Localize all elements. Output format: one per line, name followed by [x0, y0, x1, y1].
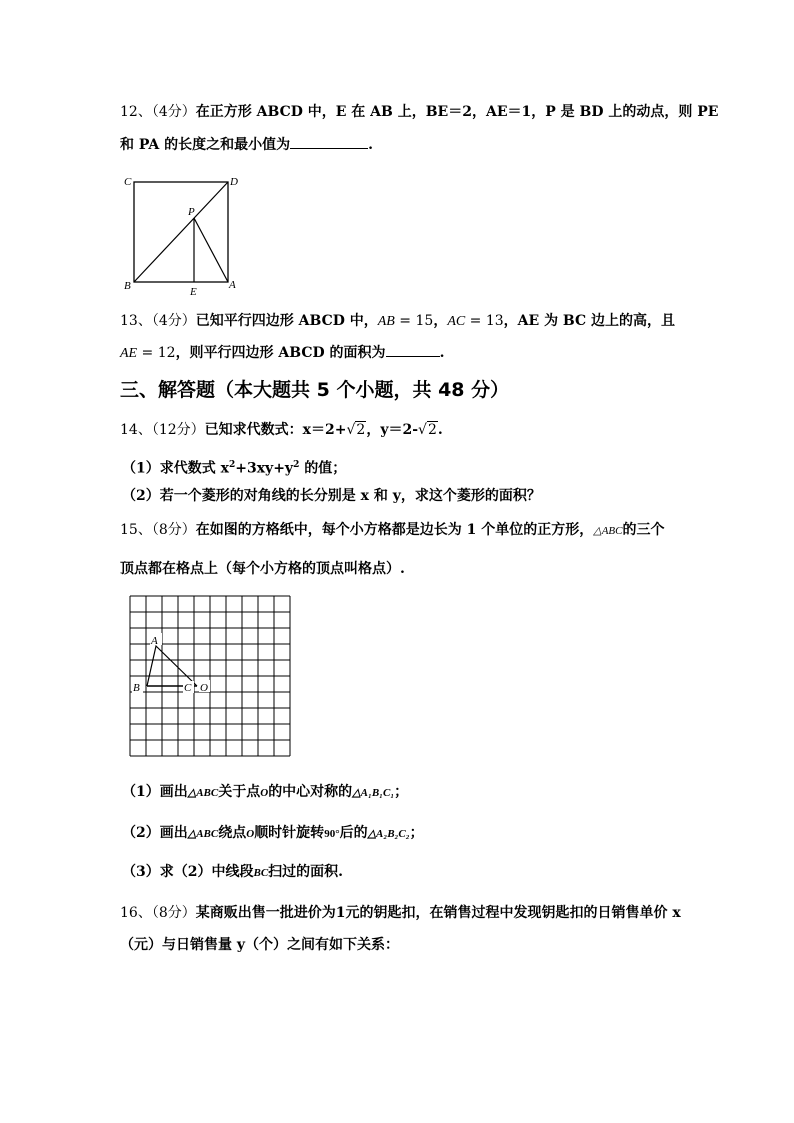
q14-line1 [120, 420, 443, 440]
q14-p1-pre: （1）求代数式 x [122, 460, 229, 477]
q15-line2: 顶点都在格点上（每个小方格的顶点叫格点）. [120, 561, 405, 577]
q15-p2-mid: 绕点 [218, 825, 247, 841]
q15-part3 [122, 862, 343, 883]
label-e: E [190, 286, 197, 298]
q14-p1-post: 的值； [299, 460, 347, 477]
q12-answer-blank[interactable] [290, 134, 368, 149]
q14-pre: 已知求代数式：x＝2+ [204, 422, 347, 438]
label-p: P [188, 206, 195, 218]
label-b: B [124, 280, 131, 292]
q13-line1 [120, 311, 675, 332]
q13-ae-eq: = 12 [137, 345, 176, 361]
q13-line2 [120, 342, 444, 364]
q12-text-line1: 在正方形 ABCD 中，E 在 AB 上，BE＝2，AE＝1，P 是 BD 上的动点，则 PE [195, 104, 719, 120]
q15-score: （8分） [151, 522, 196, 538]
q15-p1-tri: △ABC [187, 787, 219, 799]
q13-answer-blank[interactable] [386, 342, 440, 357]
q12-number: 12、 [120, 104, 152, 120]
q14-number: 14、 [120, 422, 152, 438]
segment-pa [194, 218, 228, 282]
q15-part1 [122, 782, 408, 803]
q15-grid-figure [120, 590, 320, 770]
grid-label-c: C [184, 682, 192, 694]
q16-number: 16、 [120, 905, 152, 921]
q15-part2 [122, 823, 424, 844]
q15-p1-mid: 关于点 [218, 784, 261, 800]
q15-p1-res: △A₁B₁C₁ [352, 787, 395, 799]
q15-line1-end: 的三个 [622, 522, 665, 538]
q15-p2-res: △A₂B₂C₂ [367, 828, 410, 840]
q13-score: （4分） [151, 313, 196, 329]
q16-text-line1: 某商贩出售一批进价为1元的钥匙扣，在销售过程中发现钥匙扣的日销售单价 x [195, 905, 681, 921]
q15-p1-end: ； [394, 784, 409, 800]
q14-mid: ，y＝2- [366, 422, 419, 438]
q16-score: （8分） [151, 905, 196, 921]
sqrt-sign-2: √ [418, 422, 427, 438]
q15-p3-seg: BC [253, 867, 269, 879]
label-c: C [124, 176, 132, 188]
q14-p1-sup1: 2 [228, 460, 236, 470]
q13-comma: ， [433, 313, 448, 329]
q15-line1 [120, 520, 665, 541]
q15-p2-deg: 90° [324, 828, 340, 840]
q15-p2-post: 后的 [339, 825, 368, 841]
q15-p1-o: O [260, 787, 269, 799]
q15-p3-post: 扫过的面积. [268, 864, 344, 880]
q12-square-figure [118, 170, 248, 298]
q15-p2-pre: （2）画出 [122, 825, 188, 841]
q13-post: ，AE 为 BC 边上的高，且 [503, 313, 676, 329]
q14-p1-mid: +3xy+y [235, 460, 294, 477]
q13-ab-var: AB [377, 314, 395, 329]
q15-triangle: △ABC [593, 525, 623, 537]
q14-end: . [437, 422, 443, 438]
q12-text-line2: 和 PA 的长度之和最小值为 [120, 137, 291, 153]
q15-p1-pre: （1）画出 [122, 784, 188, 800]
q13-number: 13、 [120, 313, 152, 329]
q15-p1-post: 的中心对称的 [268, 784, 353, 800]
label-a: A [229, 279, 236, 291]
q14-p1-sup2: 2 [293, 460, 300, 470]
label-d: D [230, 176, 238, 188]
q14-part1 [122, 455, 346, 479]
q13-end: . [439, 345, 445, 361]
q15-p2-end: ； [409, 825, 424, 841]
grid-label-o: O [200, 682, 208, 694]
sqrt-sign-1: √ [346, 422, 356, 438]
q13-ae-var: AE [120, 346, 138, 361]
q13-ab-eq: = 15 [394, 313, 434, 329]
q13-ac-var: AC [447, 314, 466, 329]
q14-score: （12分） [151, 422, 205, 438]
q15-p2-mid2: 顺时针旋转 [254, 825, 325, 841]
q14-part2: （2）若一个菱形的对角线的长分别是 x 和 y，求这个菱形的面积？ [122, 488, 541, 504]
q14-sqrt1: 2 [356, 422, 366, 438]
q15-p2-o: O [246, 828, 255, 840]
q13-ac-eq: = 13 [465, 313, 504, 329]
q12-end: . [368, 137, 373, 153]
section-title: 三、解答题（本大题共 5 个小题，共 48 分） [120, 379, 510, 401]
q13-text-line2: ，则平行四边形 ABCD 的面积为 [175, 345, 386, 361]
q12-score: （4分） [151, 104, 196, 120]
triangle-abc [147, 646, 197, 686]
grid-label-a: A [151, 635, 158, 647]
grid-label-b: B [133, 682, 140, 694]
q14-sqrt2: 2 [427, 422, 437, 438]
q15-p3-pre: （3）求（2）中线段 [122, 864, 254, 880]
diagonal-bd [134, 182, 228, 282]
q15-text-line1: 在如图的方格纸中，每个小方格都是边长为 1 个单位的正方形， [195, 522, 594, 538]
q12-line1 [120, 102, 718, 122]
grid-lines [130, 596, 290, 756]
q15-p2-tri: △ABC [187, 828, 219, 840]
q15-number: 15、 [120, 522, 152, 538]
q16-line2: （元）与日销售量 y（个）之间有如下关系： [120, 937, 400, 953]
q13-pre: 已知平行四边形 ABCD 中， [195, 313, 378, 329]
q16-line1 [120, 903, 681, 923]
q12-line2 [120, 134, 373, 155]
